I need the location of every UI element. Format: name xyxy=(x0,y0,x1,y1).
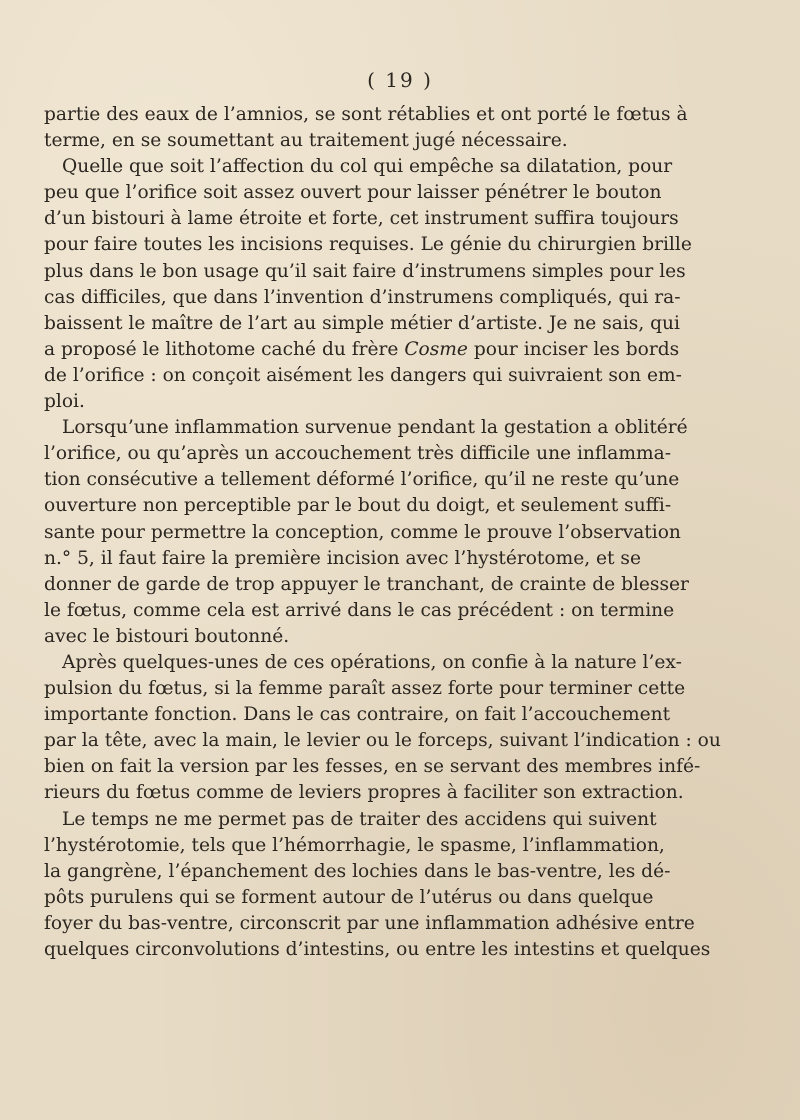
text-line: peu que l’orifice soit assez ouvert pour laisser pénétrer le bouton xyxy=(44,182,662,204)
italic-name: Cosme xyxy=(404,338,468,360)
text-line: pulsion du fœtus, si la femme paraît assez forte pour terminer cette xyxy=(44,678,686,700)
text-line: tion consécutive a tellement déformé l’orifice, qu’il ne reste qu’une xyxy=(44,469,680,491)
text-line: d’un bistouri à lame étroite et forte, cet instrument suffira toujours xyxy=(44,208,679,230)
text-line: le fœtus, comme cela est arrivé dans le cas précédent : on termine xyxy=(44,599,675,621)
text-line: Quelle que soit l’affection du col qui empêche sa dilatation, pour xyxy=(62,156,673,178)
text-line: la gangrène, l’épanchement des lochies dans le bas-ventre, les dé- xyxy=(44,860,671,882)
text-line: ploi. xyxy=(44,391,85,413)
text-line: importante fonction. Dans le cas contraire, on fait l’accouchement xyxy=(44,704,671,726)
text-line: de l’orifice : on conçoit aisément les dangers qui suivraient son em- xyxy=(44,364,682,386)
text-line: avec le bistouri boutonné. xyxy=(44,625,290,647)
text-line: quelques circonvolutions d’intestins, ou entre les intestins et quelques xyxy=(44,939,711,960)
text-line: Après quelques-unes de ces opérations, on confie à la nature l’ex- xyxy=(62,651,682,673)
text-line: cas difficiles, que dans l’invention d’instrumens compliqués, qui ra- xyxy=(44,286,681,308)
text-line: l’hystérotomie, tels que l’hémorrhagie, le spasme, l’inflammation, xyxy=(44,834,665,856)
text-line: terme, en se soumettant au traitement jugé nécessaire. xyxy=(44,130,568,152)
text-line: pôts purulens qui se forment autour de l’utérus ou dans quelque xyxy=(44,886,654,908)
text-line: foyer du bas-ventre, circonscrit par une inflammation adhésive entre xyxy=(44,912,695,934)
text-line: rieurs du fœtus comme de leviers propres à faciliter son extraction. xyxy=(44,782,684,804)
text-line: Le temps ne me permet pas de traiter des accidens qui suivent xyxy=(62,808,657,830)
text-line: n.° 5, il faut faire la première incision avec l’hystérotome, et se xyxy=(44,547,641,569)
text-line: Lorsqu’une inflammation survenue pendant la gestation a oblitéré xyxy=(62,417,688,439)
text-line: partie des eaux de l’amnios, se sont rétablies et ont porté le fœtus à xyxy=(44,104,688,125)
text-line: ouverture non perceptible par le bout du doigt, et seulement suffi- xyxy=(44,495,672,517)
text-line: par la tête, avec la main, le levier ou le forceps, suivant l’indication : ou xyxy=(44,730,721,752)
body-text xyxy=(44,102,721,963)
text-line: sante pour permettre la conception, comme le prouve l’observation xyxy=(44,521,681,543)
text-line: l’orifice, ou qu’après un accouchement très difficile une inflamma- xyxy=(44,443,672,465)
text-line: bien on fait la version par les fesses, en se servant des membres infé- xyxy=(44,756,701,778)
text-line: plus dans le bon usage qu’il sait faire d’instrumens simples pour les xyxy=(44,260,686,282)
text-line: donner de garde de trop appuyer le tranchant, de crainte de blesser xyxy=(44,573,689,595)
text-line: a proposé le lithotome caché du frère Cosme pour inciser les bords xyxy=(44,338,680,360)
page-number: ( 19 ) xyxy=(367,68,433,92)
text-line: pour faire toutes les incisions requises. Le génie du chirurgien brille xyxy=(44,234,692,256)
text-line: baissent le maître de l’art au simple métier d’artiste. Je ne sais, qui xyxy=(44,312,680,334)
